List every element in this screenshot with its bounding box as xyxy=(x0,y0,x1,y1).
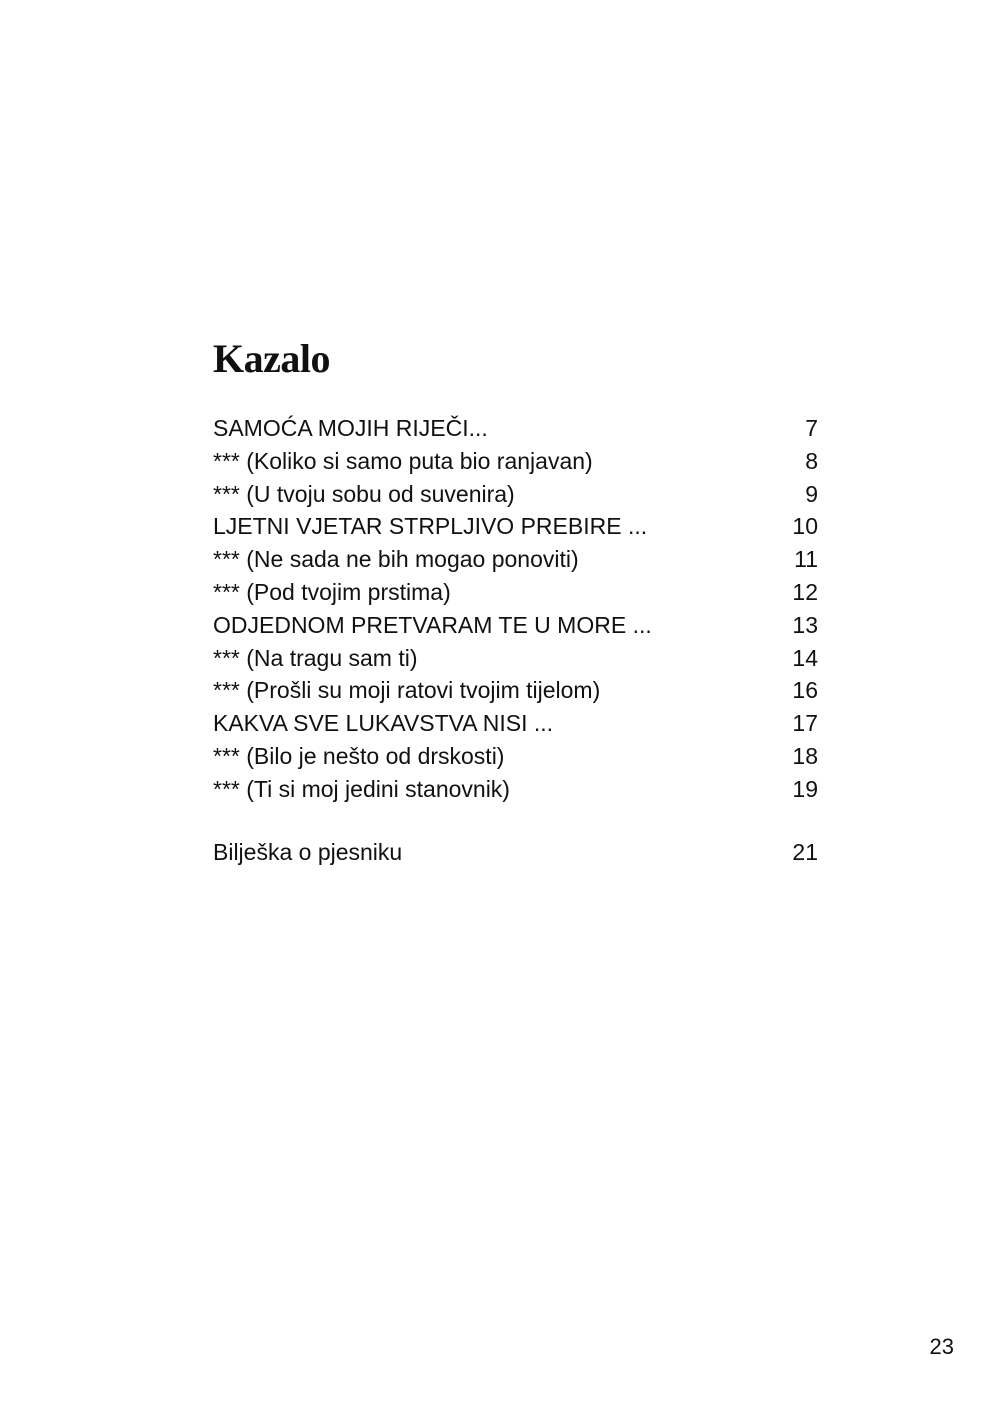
toc-entry-title: *** (Ti si moj jedini stanovnik) xyxy=(213,775,510,802)
toc-entry-title: SAMOĆA MOJIH RIJEČI... xyxy=(213,415,488,441)
toc-entry-page: 10 xyxy=(792,513,818,540)
toc-entry xyxy=(213,674,818,707)
toc-entry-page: 7 xyxy=(805,415,818,441)
toc-entry-title: *** (Bilo je nešto od drskosti) xyxy=(213,742,505,769)
toc-heading: Kazalo xyxy=(213,336,330,381)
toc-entry-title: *** (Ne sada ne bih mogao ponoviti) xyxy=(213,546,579,573)
toc-note-page: 21 xyxy=(792,838,818,865)
toc-entry-title: ODJEDNOM PRETVARAM TE U MORE ... xyxy=(213,611,652,638)
toc-entry-page: 12 xyxy=(792,578,818,605)
toc-entry-title: KAKVA SVE LUKAVSTVA NISI ... xyxy=(213,710,554,737)
toc-entry-page: 13 xyxy=(792,611,818,638)
toc-entry xyxy=(213,445,818,478)
toc-entry xyxy=(213,740,818,773)
toc-note-title: Bilješka o pjesniku xyxy=(213,838,403,865)
toc-entry-page: 9 xyxy=(805,480,818,507)
toc-entry-page: 11 xyxy=(794,546,818,573)
toc-entry-title: *** (Koliko si samo puta bio ranjavan) xyxy=(213,447,593,474)
toc-entry xyxy=(213,773,818,806)
toc-entry xyxy=(213,510,818,543)
toc-entry xyxy=(213,576,818,609)
toc-entry xyxy=(213,642,818,675)
toc-entry xyxy=(213,478,818,511)
toc-entry-page: 17 xyxy=(792,710,818,737)
toc-entry-title: LJETNI VJETAR STRPLJIVO PREBIRE ... xyxy=(213,513,648,540)
toc-entry xyxy=(213,543,818,576)
toc-entry-page: 19 xyxy=(792,775,818,802)
page-number: 23 xyxy=(929,1334,954,1359)
toc-entry-page: 14 xyxy=(792,644,818,671)
toc-entry-title: *** (Prošli su moji ratovi tvojim tijelom) xyxy=(213,677,601,704)
toc-entry-title: *** (Pod tvojim prstima) xyxy=(213,578,451,605)
toc-entry-title: *** (Na tragu sam ti) xyxy=(213,644,418,671)
toc-entry-page: 16 xyxy=(792,677,818,704)
toc-entry-title: *** (U tvoju sobu od suvenira) xyxy=(213,480,515,507)
toc-entry-page: 8 xyxy=(805,447,818,474)
toc-entry xyxy=(213,609,818,642)
toc-entry xyxy=(213,412,818,445)
toc-entry xyxy=(213,707,818,740)
toc-entry-page: 18 xyxy=(792,742,818,769)
table-of-contents xyxy=(213,412,818,868)
toc-note-entry xyxy=(213,836,818,869)
